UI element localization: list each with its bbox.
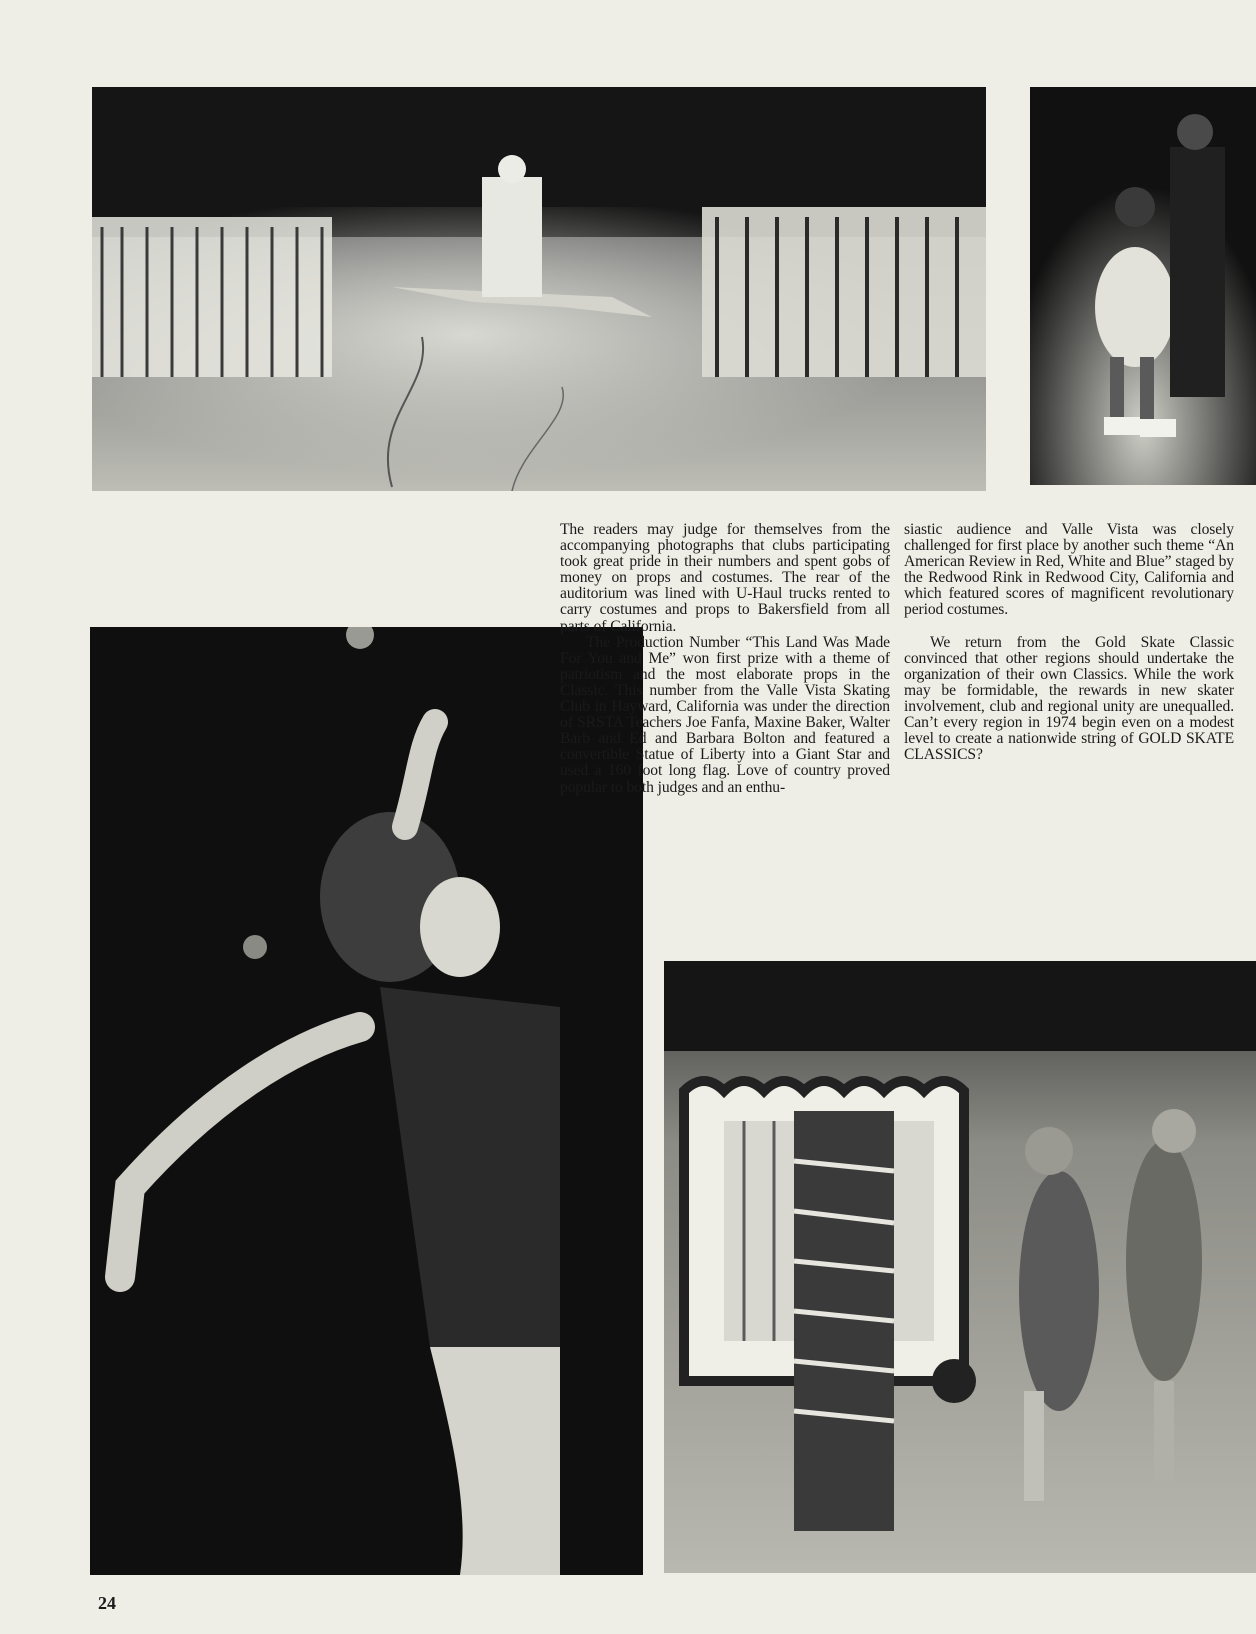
article-column-right xyxy=(904,522,1234,763)
paragraph-production-number: The Production Number “This Land Was Made For You and Me” won first prize with a theme of patriotism and the most elaborate props in the Classic. This number from the Valle Vista Skating Club in Hayward, California was under the direction of SRSTA Teachers Joe Fanfa, Maxine Baker, Walter Barb and Ed and Barbara Bolton and featured a convertible Statue of Liberty into a Giant Star and used a 160 foot long flag. Love of country proved popular to both judges and an enthu- xyxy=(560,633,890,796)
paragraph-readers: The readers may judge for themselves from the accompanying photographs that clubs participating took great pride in their numbers and spent gobs of money on props and costumes. The rear of the auditorium was lined with U-Haul trucks rented to carry costumes and props to Bakersfield from all parts of California. xyxy=(560,521,890,635)
article-column-left xyxy=(560,522,890,796)
page-number: 24 xyxy=(98,1593,116,1613)
photo-parade-statue-of-liberty xyxy=(92,87,986,491)
paragraph-conclusion: We return from the Gold Skate Classic convinced that other regions should undertake the organization of their own Classics. While the work may be formidable, the rewards in new skater involvement, club and regional unity are unequalled. Can’t every region in 1974 begin even on a modest level to create a nationwide string of GOLD SKATE CLASSICS? xyxy=(904,633,1234,764)
paragraph-audience: siastic audience and Valle Vista was closely challenged for first place by another such theme “An American Review in Red, White and Blue” staged by the Redwood Rink in Redwood City, California and which featured scores of magnificent revolutionary period costumes. xyxy=(904,521,1234,619)
photo-skating-pair xyxy=(1030,87,1256,485)
photo-circus-skaters xyxy=(664,961,1256,1573)
